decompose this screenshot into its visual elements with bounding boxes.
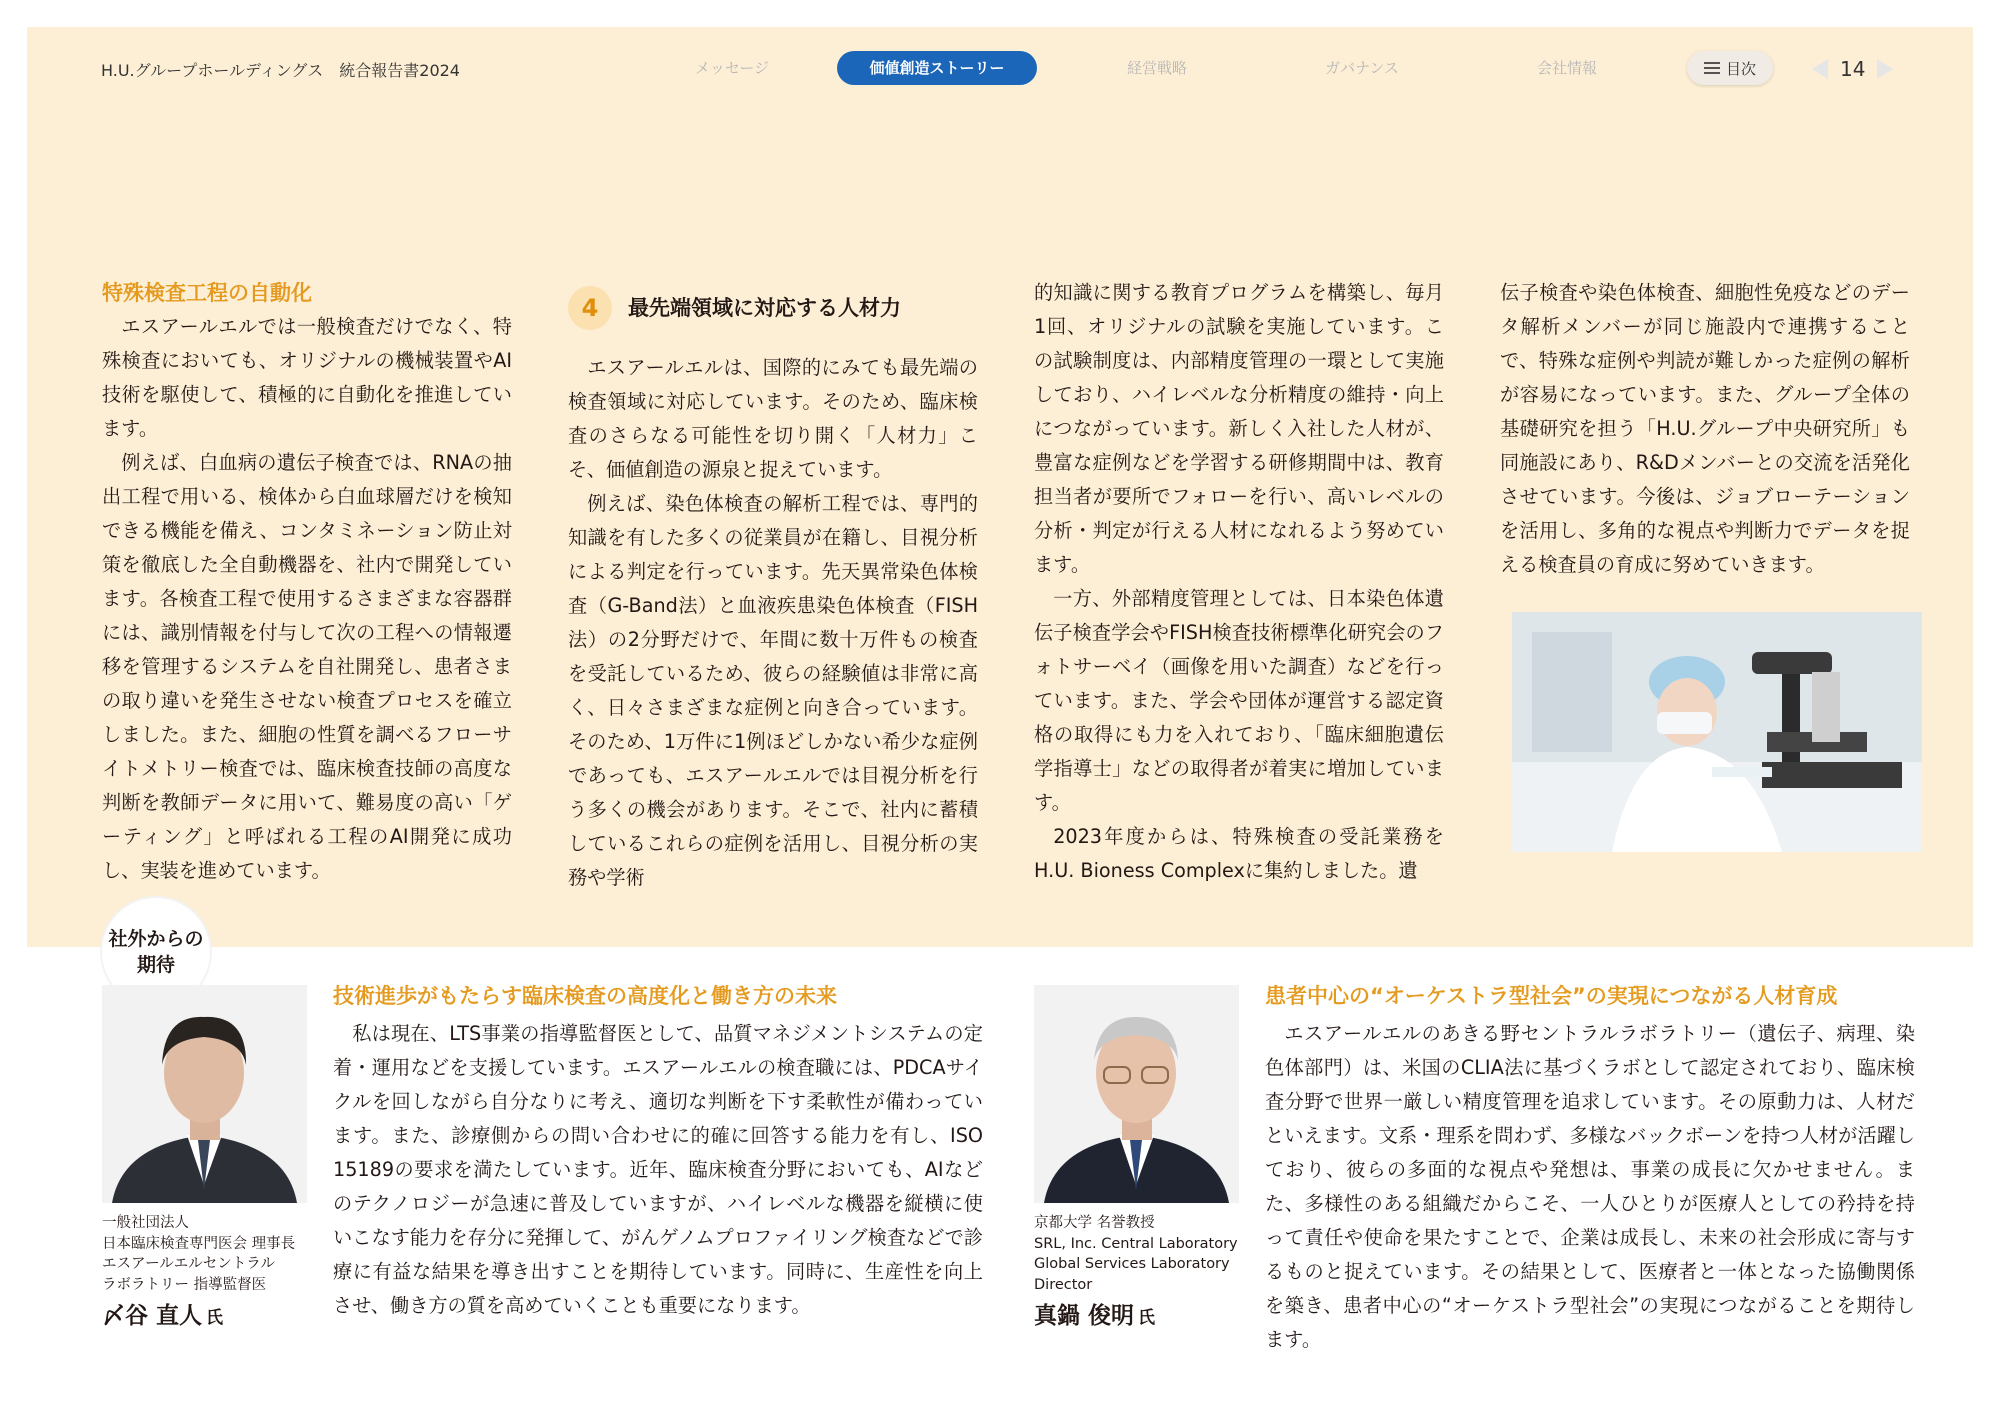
header: [27, 27, 1973, 107]
section-heading: [568, 283, 978, 333]
quote-body-shimetani: 私は現在、LTS事業の指導監督医として、品質マネジメントシステムの定着・運用などを支援しています。エスアールエルの検査職には、PDCAサイクルを回しながら自分なりに考え、適切な判断を下す柔軟性が備わっています。また、診療側からの問い合わせに的確に回答する能力を有し、ISO 15189の要求を満たしています。近年、臨床検査分野においても、AIなどのテクノロジーが急速に普及していますが、ハイレベルな機器を縦横に使いこなす能力を存分に発揮して、がんゲノムプロファイリング検査などで診療に有益な結果を導き出すことを期待しています。同時に、生産性を向上させ、働き方の質を高めていくことも重要になります。: [333, 1022, 983, 1317]
paragraph: エスアールエルでは一般検査だけでなく、特殊検査においても、オリジナルの機械装置やAI技術を駆使して、積極的に自動化を推進しています。: [102, 315, 512, 440]
column-4: [1500, 276, 1910, 582]
menu-icon: [1704, 62, 1720, 74]
affiliation-line: ラボラトリー 指導監督医: [102, 1276, 267, 1293]
section-number: 4: [568, 286, 612, 330]
toc-label: 目次: [1725, 59, 1756, 78]
section-title-automation: 特殊検査工程の自動化: [102, 281, 312, 305]
person-name: 真鍋 俊明: [1034, 1303, 1135, 1329]
brand-title: H.U.グループホールディングス 統合報告書2024: [101, 61, 460, 80]
honorific: 氏: [206, 1308, 224, 1328]
section-title-human-capital: 最先端領域に対応する人材力: [628, 296, 901, 320]
external-expectations-badge: 社外からの期待: [102, 898, 210, 1006]
portrait-manabe: [1034, 985, 1239, 1203]
honorific: 氏: [1138, 1308, 1156, 1328]
quote-title-manabe: 患者中心の“オーケストラ型社会”の実現につながる人材育成: [1265, 984, 1838, 1008]
affiliation-line: 一般社団法人: [102, 1215, 189, 1231]
name-manabe: [1034, 1297, 1155, 1330]
prev-page-icon[interactable]: [1812, 59, 1828, 79]
paragraph: エスアールエルは、国際的にみても最先端の検査領域に対応しています。そのため、臨床検査のさらなる可能性を切り開く「人材力」こそ、価値創造の源泉と捉えています。: [568, 356, 978, 481]
paragraph: 一方、外部精度管理としては、日本染色体遺伝子検査学会やFISH検査技術標準化研究会のフォトサーベイ（画像を用いた調査）などを行っています。また、学会や団体が運営する認定資格の取得にも力を入れており、「臨床細胞遺伝学指導士」などの取得者が着実に増加しています。: [1034, 587, 1444, 814]
affiliation-line: エスアールエルセントラル: [102, 1256, 275, 1272]
lab-photo: [1512, 612, 1922, 852]
column-1: [102, 276, 512, 888]
affiliation-line: SRL, Inc. Central Laboratory: [1034, 1235, 1238, 1252]
affiliation-manabe: [1034, 1213, 1249, 1295]
toc-button[interactable]: [1687, 51, 1773, 85]
tab-company-info[interactable]: 会社情報: [1536, 59, 1597, 77]
next-page-icon[interactable]: [1877, 59, 1893, 79]
tab-governance[interactable]: ガバナンス: [1325, 59, 1399, 77]
paragraph: 例えば、白血病の遺伝子検査では、RNAの抽出工程で用いる、検体から白血球層だけを検知できる機能を備え、コンタミネーション防止対策を徹底した全自動機器を、社内で開発しています。各検査工程で使用するさまざまな容器群には、識別情報を付与して次の工程への情報遷移を管理するシステムを自社開発し、患者さまの取り違いを発生させない検査プロセスを確立しました。また、細胞の性質を調べるフローサイトメトリー検査では、臨床検査技師の高度な判断を教師データに用いて、難易度の高い「ゲーティング」と呼ばれる工程のAI開発に成功し、実装を進めています。: [102, 451, 512, 882]
lab-scene-illustration: [1512, 612, 1922, 852]
pager: [1812, 49, 1893, 89]
page-number: 14: [1840, 57, 1866, 81]
person-name: 〆谷 直人: [102, 1303, 203, 1329]
affiliation-line: 京都大学 名誉教授: [1034, 1215, 1155, 1231]
paragraph: 例えば、染色体検査の解析工程では、専門的知識を有した多くの従業員が在籍し、目視分析による判定を行っています。先天異常染色体検査（G-Band法）と血液疾患染色体検査（FISH法）の2分野だけで、年間に数十万件もの検査を受託しているため、彼らの経験値は非常に高く、日々さまざまな症例と向き合っています。そのため、1万件に1例ほどしかない希少な症例であっても、エスアールエルでは目視分析を行う多くの機会があります。そこで、社内に蓄積しているこれらの症例を活用し、目視分析の実務や学術: [568, 492, 978, 889]
quote-title-shimetani: 技術進歩がもたらす臨床検査の高度化と働き方の未来: [333, 984, 837, 1008]
tab-management-strategy[interactable]: 経営戦略: [1126, 59, 1187, 77]
paragraph: 的知識に関する教育プログラムを構築し、毎月1回、オリジナルの試験を実施しています。この試験制度は、内部精度管理の一環として実施しており、ハイレベルな分析精度の維持・向上につながっています。新しく入社した人材が、豊富な症例などを学習する研修期間中は、教育担当者が要所でフォローを行い、高いレベルの分析・判定が行える人材になれるよう努めています。: [1034, 281, 1444, 576]
paragraph: 伝子検査や染色体検査、細胞性免疫などのデータ解析メンバーが同じ施設内で連携することで、特殊な症例や判読が難しかった症例の解析が容易になっています。また、グループ全体の基礎研究を担う「H.U.グループ中央研究所」も同施設にあり、R&Dメンバーとの交流を活発化させています。今後は、ジョブローテーションを活用し、多角的な視点や判断力でデータを捉える検査員の育成に努めていきます。: [1500, 281, 1910, 576]
affiliation-shimetani: [102, 1213, 317, 1295]
portrait-illustration: [1034, 985, 1239, 1203]
tab-message[interactable]: メッセージ: [694, 59, 770, 77]
quote-body-manabe: エスアールエルのあきる野セントラルラボラトリー（遺伝子、病理、染色体部門）は、米国のCLIA法に基づくラボとして認定されており、臨床検査分野で世界一厳しい精度管理を追求しています。その原動力は、人材だといえます。文系・理系を問わず、多様なバックボーンを持つ人材が活躍しており、彼らの多面的な視点や発想は、事業の成長に欠かせません。また、多様性のある組織だからこそ、一人ひとりが医療人としての矜持を持って責任や使命を果たすことで、企業は成長し、未来の社会形成に寄与するものと捉えています。その結果として、医療者と一体となった協働関係を築き、患者中心の“オーケストラ型社会”の実現につながることを期待します。: [1265, 1022, 1915, 1351]
name-shimetani: [102, 1297, 223, 1330]
paragraph: 2023年度からは、特殊検査の受託業務をH.U. Bioness Complexに集約しました。遺: [1034, 825, 1444, 882]
affiliation-line: Global Services Laboratory: [1034, 1256, 1230, 1272]
tab-value-creation-story[interactable]: 価値創造ストーリー: [837, 51, 1037, 85]
portrait-shimetani: [102, 985, 307, 1203]
column-2: [568, 283, 978, 895]
portrait-illustration: [102, 985, 307, 1203]
affiliation-line: 日本臨床検査専門医会 理事長: [102, 1235, 296, 1252]
affiliation-line: Director: [1034, 1276, 1093, 1293]
column-3: [1034, 276, 1444, 888]
